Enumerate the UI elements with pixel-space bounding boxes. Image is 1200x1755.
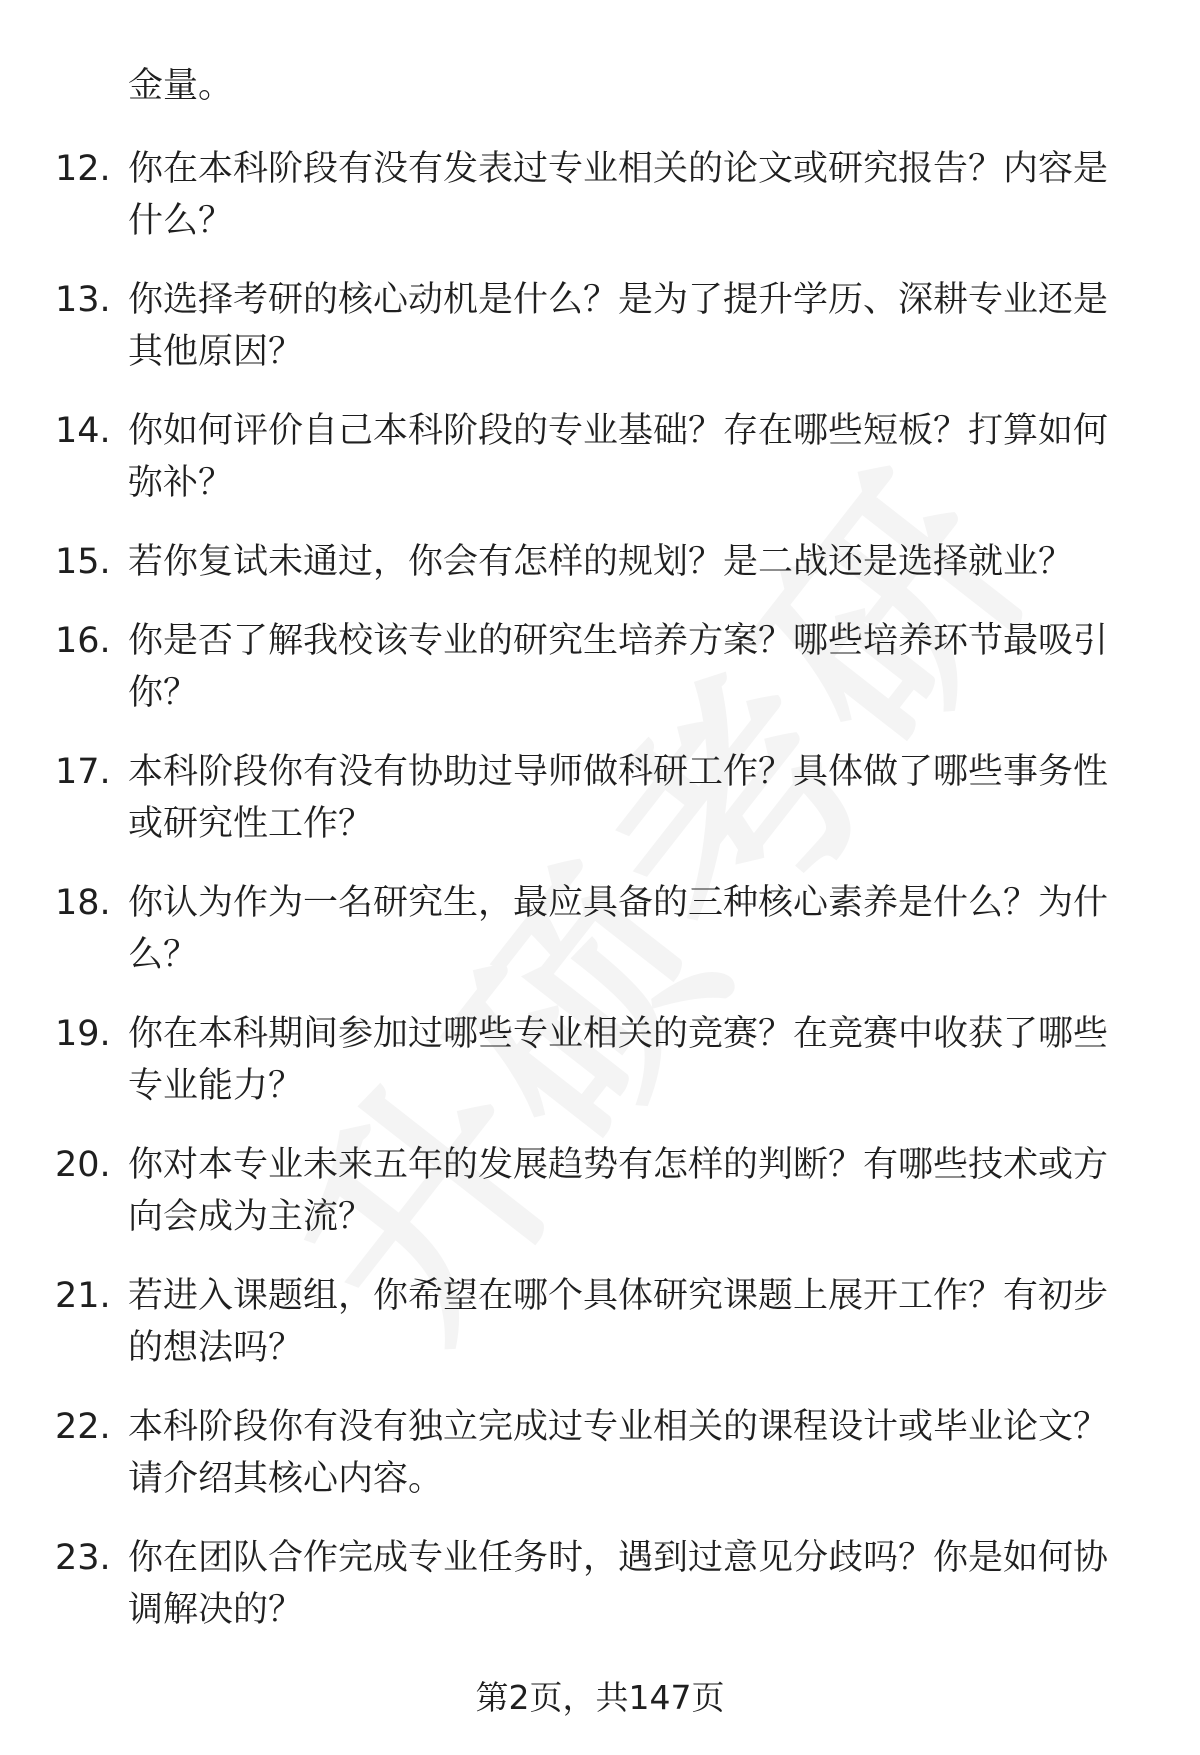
question-text: 若你复试未通过，你会有怎样的规划？是二战还是选择就业？ (128, 542, 1074, 582)
question-item (0, 1532, 1200, 1663)
question-text: 你是否了解我校该专业的研究生培养方案？哪些培养环节最吸引你？ (128, 621, 1109, 713)
question-text: 你对本专业未来五年的发展趋势有怎样的判断？有哪些技术或方向会成为主流？ (128, 1145, 1109, 1237)
question-number: 15. (55, 542, 111, 582)
continuation-text: 金量。 (128, 66, 234, 106)
question-number: 18. (55, 883, 111, 923)
question-text: 你选择考研的核心动机是什么？是为了提升学历、深耕专业还是其他原因？ (128, 280, 1109, 372)
question-item (0, 877, 1200, 1008)
question-number: 14. (55, 411, 111, 451)
question-number: 22. (55, 1407, 111, 1447)
question-number: 20. (55, 1145, 111, 1185)
question-number: 17. (55, 752, 111, 792)
question-item (0, 143, 1200, 274)
question-text: 若进入课题组，你希望在哪个具体研究课题上展开工作？有初步的想法吗？ (128, 1276, 1109, 1368)
question-item (0, 536, 1200, 615)
question-number: 16. (55, 621, 111, 661)
question-item (0, 746, 1200, 877)
question-list (0, 143, 1200, 1663)
question-number: 21. (55, 1276, 111, 1316)
question-number: 12. (55, 149, 111, 189)
question-item (0, 1270, 1200, 1401)
question-text: 你在本科期间参加过哪些专业相关的竞赛？在竞赛中收获了哪些专业能力？ (128, 1014, 1109, 1106)
question-item (0, 405, 1200, 536)
question-item (0, 1008, 1200, 1139)
question-text: 本科阶段你有没有协助过导师做科研工作？具体做了哪些事务性或研究性工作？ (128, 752, 1109, 844)
question-number: 19. (55, 1014, 111, 1054)
question-text: 你在团队合作完成专业任务时，遇到过意见分歧吗？你是如何协调解决的？ (128, 1538, 1109, 1630)
question-number: 23. (55, 1538, 111, 1578)
question-item (0, 1139, 1200, 1270)
question-item (0, 1401, 1200, 1532)
question-item (0, 615, 1200, 746)
question-text: 你在本科阶段有没有发表过专业相关的论文或研究报告？内容是什么？ (128, 149, 1109, 241)
question-number: 13. (55, 280, 111, 320)
question-text: 你如何评价自己本科阶段的专业基础？存在哪些短板？打算如何弥补？ (128, 411, 1109, 503)
question-text: 本科阶段你有没有独立完成过专业相关的课程设计或毕业论文？请介绍其核心内容。 (128, 1407, 1109, 1499)
question-text: 你认为作为一名研究生，最应具备的三种核心素养是什么？为什么？ (128, 883, 1109, 975)
question-item (0, 274, 1200, 405)
page-footer: 第2页，共147页 (475, 1678, 725, 1717)
